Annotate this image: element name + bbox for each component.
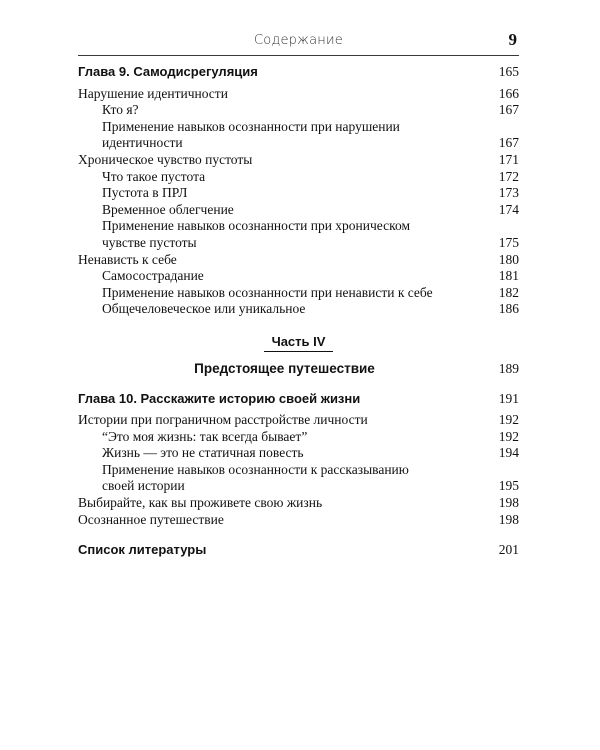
toc-section[interactable] — [78, 252, 519, 269]
toc-page: 171 — [498, 151, 519, 167]
toc-chapter[interactable] — [78, 64, 519, 81]
toc-subsection-title: Жизнь — это не статичная повесть — [102, 445, 304, 461]
toc-page: 198 — [498, 495, 519, 511]
toc-subsection-title: Кто я? — [102, 102, 139, 118]
toc-subsection[interactable] — [78, 285, 519, 302]
toc-subsection-title: Самосострадание — [102, 268, 204, 284]
toc-subsection[interactable] — [78, 445, 519, 462]
toc-part-title: Предстоящее путешествие — [194, 360, 375, 376]
toc-page: 174 — [498, 201, 519, 217]
toc-subsection-title: Пустота в ПРЛ — [102, 185, 188, 201]
toc-part[interactable] — [78, 361, 519, 378]
toc-section[interactable] — [78, 152, 519, 169]
toc-page: 189 — [498, 360, 519, 376]
title-line-2: идентичности — [102, 135, 183, 151]
toc-subsection-title: Общечеловеческое или уникальное — [102, 301, 306, 317]
toc-subsection-title — [102, 462, 495, 495]
running-title: Содержание — [254, 33, 343, 48]
title-line-1: Применение навыков осознанности при хроническом — [102, 218, 411, 234]
toc-section-title: Нарушение идентичности — [78, 85, 228, 101]
toc-subsection[interactable] — [78, 169, 519, 186]
toc-page: 194 — [498, 445, 519, 461]
toc-subsection-title: Временное облегчение — [102, 201, 234, 217]
toc-section-title: Осознанное путешествие — [78, 511, 224, 527]
toc-chapter[interactable] — [78, 391, 519, 408]
toc-page: 172 — [498, 168, 519, 184]
part-label-text: Часть IV — [264, 334, 334, 352]
toc-section[interactable] — [78, 86, 519, 103]
toc-chapter-title: Глава 9. Самодисрегуляция — [78, 64, 258, 79]
toc-page: 166 — [498, 85, 519, 101]
toc-subsection-title — [102, 218, 495, 251]
page-number: 9 — [508, 30, 517, 49]
toc-subsection-title — [102, 119, 495, 152]
toc-section-title: Истории при пограничном расстройстве личности — [78, 412, 368, 428]
running-header — [78, 30, 519, 56]
part-label — [78, 334, 519, 352]
toc-page: 167 — [498, 102, 519, 118]
toc-chapter[interactable] — [78, 542, 519, 559]
toc-page: 165 — [498, 64, 519, 79]
toc-page: 201 — [498, 542, 519, 558]
toc-subsection-title: Что такое пустота — [102, 168, 206, 184]
toc-subsection[interactable] — [78, 119, 519, 152]
toc-section-title: Хроническое чувство пустоты — [78, 151, 253, 167]
toc-subsection[interactable] — [78, 429, 519, 446]
title-line-2: своей истории — [102, 478, 185, 494]
toc-page: 182 — [498, 284, 519, 300]
toc-page: 195 — [498, 478, 519, 494]
toc-chapter-title: Глава 10. Расскажите историю своей жизни — [78, 390, 361, 406]
toc-chapter-title: Список литературы — [78, 542, 207, 558]
title-line-1: Применение навыков осознанности при нарушении — [102, 118, 400, 134]
toc-section-title: Ненависть к себе — [78, 251, 177, 267]
toc-page: 191 — [498, 390, 519, 406]
toc-page: 173 — [498, 185, 519, 201]
toc-page: 175 — [498, 234, 519, 250]
toc-section[interactable] — [78, 412, 519, 429]
toc-section[interactable] — [78, 512, 519, 529]
toc-page: 192 — [498, 412, 519, 428]
toc-subsection[interactable] — [78, 301, 519, 318]
toc-section[interactable] — [78, 495, 519, 512]
toc-page: 192 — [498, 428, 519, 444]
title-line-1: Применение навыков осознанности к рассказыванию — [102, 461, 409, 477]
toc-subsection[interactable] — [78, 462, 519, 495]
toc-section-title: Выбирайте, как вы проживете свою жизнь — [78, 495, 323, 511]
toc-subsection[interactable] — [78, 268, 519, 285]
toc-page: 180 — [498, 251, 519, 267]
toc-subsection[interactable] — [78, 185, 519, 202]
toc-page: 198 — [498, 511, 519, 527]
toc-page: 167 — [498, 135, 519, 151]
toc-page: 181 — [498, 268, 519, 284]
toc-subsection[interactable] — [78, 102, 519, 119]
toc-page: 186 — [498, 301, 519, 317]
toc-subsection-title: Применение навыков осознанности при ненависти к себе — [102, 284, 433, 300]
title-line-2: чувстве пустоты — [102, 234, 197, 250]
toc-subsection[interactable] — [78, 218, 519, 251]
toc-subsection-title: “Это моя жизнь: так всегда бывает” — [102, 428, 308, 444]
toc-subsection[interactable] — [78, 202, 519, 219]
table-of-contents — [78, 64, 519, 564]
